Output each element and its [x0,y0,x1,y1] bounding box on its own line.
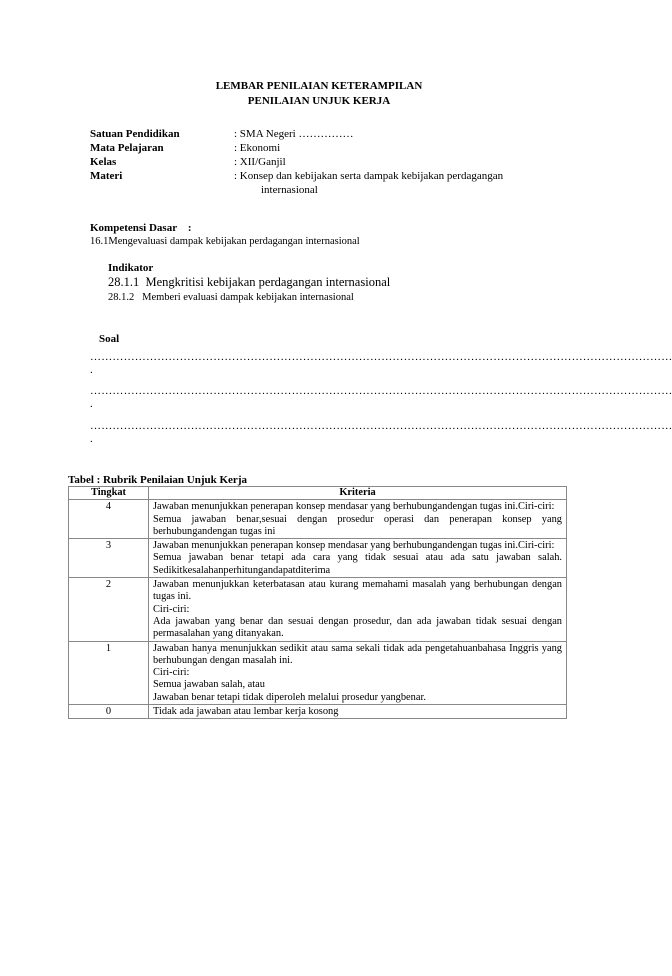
rubric-level: 0 [69,705,149,719]
rubric-criteria [149,539,567,578]
table-row [69,705,567,719]
info-value-mapel: : Ekonomi [234,142,281,154]
table-row [69,539,567,578]
header-kriteria: Kriteria [149,487,567,500]
kompetensi-heading: Kompetensi Dasar : [90,222,192,234]
info-value-materi-cont: internasional [261,184,318,196]
document-subtitle: PENILAIAN UNJUK KERJA [247,95,391,107]
rubric-criteria [149,500,567,539]
criteria-line: Ciri-ciri: [153,603,190,615]
info-value-materi: : Konsep dan kebijakan serta dampak kebijakan perdagangan [234,170,504,182]
criteria-line: Ciri-ciri: [153,667,190,679]
rubric-criteria [149,641,567,704]
kompetensi-text: 16.1Mengevaluasi dampak kebijakan perdagangan internasional [90,236,360,247]
rubric-body [69,500,567,719]
rubric-criteria [149,578,567,641]
criteria-line: Ada jawaban yang benar dan sesuai dengan prosedur, dan ada jawaban tidak sesuai dengan permasalahan yang ditanyakan. [153,615,562,640]
criteria-line: Jawaban benar tetapi tidak diperoleh melalui prosedur yangbenar. [153,691,426,703]
rubric-table [68,486,567,719]
info-label-mapel: Mata Pelajaran [90,142,164,154]
table-row [69,578,567,641]
header-tingkat: Tingkat [69,487,149,500]
rubric-level: 3 [69,539,149,578]
document-title: LEMBAR PENILAIAN KETERAMPILAN [215,80,423,92]
info-label-satuan: Satuan Pendidikan [90,128,180,140]
indikator-heading: Indikator [108,262,154,274]
answer-line-1-end: . [90,364,93,376]
soal-heading: Soal [99,333,120,345]
rubric-level: 4 [69,500,149,539]
indikator-item-1: 28.1.1 Mengkritisi kebijakan perdagangan internasional [108,275,391,289]
criteria-line: Semua jawaban benar tetapi ada cara yang tidak sesuai atau ada satu jawaban salah. Sedikitkesalahanperhitungandapatditerima [153,552,562,576]
criteria-line: Jawaban menunjukkan penerapan konsep mendasar yang berhubungandengan tugas ini.Ciri-ciri: [153,501,555,513]
indikator-item-2: 28.1.2 Memberi evaluasi dampak kebijakan internasional [108,292,354,303]
criteria-line: Tidak ada jawaban atau lembar kerja kosong [153,706,339,718]
criteria-line: Semua jawaban salah, atau [153,679,265,691]
table-row [69,641,567,704]
rubric-level: 1 [69,641,149,704]
criteria-line: Jawaban menunjukkan keterbatasan atau kurang memahami masalah yang berhubungan dengan tugas ini. [153,579,562,603]
criteria-line: Semua jawaban benar,sesuai dengan prosedur operasi dan penerapan konsep yang berhubungandengan tugas ini [153,513,562,537]
info-label-materi: Materi [90,170,123,182]
answer-line-3-end: . [90,433,93,445]
answer-line-2-end: . [90,398,93,410]
answer-line-1: ………………………………………………………………………………………………………………………………………… [90,351,672,363]
criteria-line: Jawaban menunjukkan penerapan konsep mendasar yang berhubungandengan tugas ini.Ciri-ciri: [153,540,555,552]
info-label-kelas: Kelas [90,156,117,168]
rubric-header-row [69,487,567,500]
rubric-caption: Tabel : Rubrik Penilaian Unjuk Kerja [68,474,247,486]
info-value-kelas: : XII/Ganjil [234,156,286,168]
rubric-criteria [149,705,567,719]
answer-line-2: ………………………………………………………………………………………………………………………………………… [90,385,672,397]
info-value-satuan: : SMA Negeri …………… [234,128,354,140]
criteria-line: Jawaban hanya menunjukkan sedikit atau sama sekali tidak ada pengetahuanbahasa Inggris yang berhubungan dengan masalah ini. [153,642,562,666]
table-row [69,500,567,539]
rubric-level: 2 [69,578,149,641]
answer-line-3: ………………………………………………………………………………………………………………………………………… [90,420,672,432]
